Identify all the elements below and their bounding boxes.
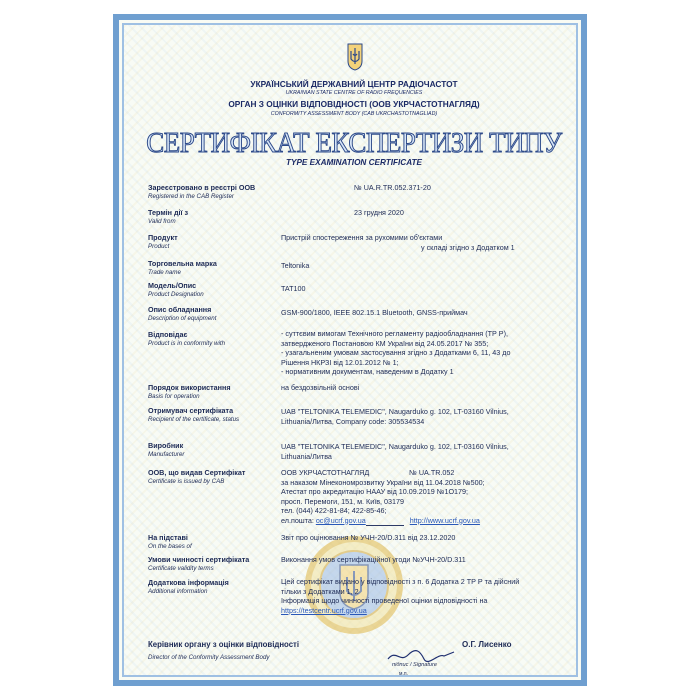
validity-terms-value: Виконання умов сертифікаційної угоди №УЧН-20/D.311 [281,555,466,564]
manufacturer-label: Виробник Manufacturer [148,441,185,458]
trade-name-label: Торговельна марка Trade name [148,259,217,276]
director-label-en: Director of the Conformity Assessment Body [148,654,270,661]
certificate-page [113,14,587,686]
recipient-value: UAB "TELTONIKA TELEMEDIC", Naugarduko g. 102, LT-03160 Vilnius, Lithuania/Литва, Company code: 305534534 [281,407,509,426]
website-link[interactable]: http://www.ucrf.gov.ua [409,515,480,525]
coat-of-arms-icon [347,43,363,71]
issuer-contacts: ел.пошта: oc@ucrf.gov.ua http://www.ucrf.gov.ua [281,515,480,525]
certificate-subtitle: TYPE EXAMINATION CERTIFICATE [285,158,422,167]
valid-from-date: 23 грудня 2020 [354,208,404,217]
org-name-uk: УКРАЇНСЬКИЙ ДЕРЖАВНИЙ ЦЕНТР РАДІОЧАСТОТ [250,79,458,89]
product-value: Пристрій спостереження за рухомими об'єктами у складі згідно з Додатком 1 [281,233,515,252]
conformity-value: - суттєвим вимогам Технічного регламенту радіообладнання (ТР Р), затвердженого Постановою КМ України від 24.05.2017 № 355; - узагальненим умовам застосування згідно з Додатками 6, 11, 43 до Рішення НКРЗІ від 12.01.2012 № 1; - нормативним документам, наведеним в Додатку 1 [281,329,511,376]
manufacturer-value: UAB "TELTONIKA TELEMEDIC", Naugarduko g. 102, LT-03160 Vilnius, Lithuania/Литва [281,442,509,461]
stamp-mark: м.п. [399,671,408,677]
validity-terms-label: Умови чинності сертифіката Certificate validity terms [148,555,250,572]
email-link[interactable]: oc@ucrf.gov.ua [315,515,366,525]
model-label: Модель/Опис Product Designation [148,281,204,298]
trade-name-value: Teltonika [281,261,310,270]
issuer-value: ООВ УКРЧАСТОТНАГЛЯД № UA.TR.052 за наказом Мінекономрозвитку України від 11.04.2018 №500; Атестат про акредитацію НААУ від 10.09.2019 №1O179; просп. Перемоги, 151, м. Київ, 03179 тел. (044) 422-81-84; 422-85-46; ел.пошта: oc@ucrf.gov.ua http://www.ucrf.gov.ua [281,468,573,526]
conformity-label: Відповідає Product is in conformity with [148,330,226,347]
valid-from-label: Термін дії з Valid from [148,208,189,225]
registered-label: Зареєстровано в реєстрі ООВ Registered in the CAB Register [148,183,256,200]
issuer-label: ООВ, що видав Сертифікат Certificate is issued by CAB [148,468,246,485]
basis-value: Звіт про оцінювання № УЧН-20/D.311 від 23.12.2020 [281,533,456,542]
equipment-description-label: Опис обладнання Description of equipment [148,305,217,322]
product-label: Продукт Product [148,233,178,250]
signature-caption: підпис / Signature [392,662,438,668]
cab-name-en: CONFORMITY ASSESSMENT BODY (CAB UKRCHASTOTNAGLIAD) [270,111,438,117]
additional-info-label: Додаткова інформація Additional information [148,578,229,595]
info-link[interactable]: https://testcentr.ucrf.gov.ua [281,605,367,615]
cab-name-uk: ОРГАН З ОЦІНКИ ВІДПОВІДНОСТІ (ООВ УКРЧАСТОТНАГЛЯД) [228,99,480,109]
recipient-label: Отримувач сертифіката Recipient of the certificate, status [148,406,240,423]
certificate-title: СЕРТИФІКАТ ЕКСПЕРТИЗИ ТИПУ [146,127,562,159]
operation-basis-label: Порядок використання Basis for operation [148,383,231,400]
operation-basis-value: на бездозвільній основі [281,383,360,392]
certificate-inner-frame [122,23,578,677]
equipment-description-value: GSM-900/1800, IEEE 802.15.1 Bluetooth, GNSS-приймач [281,308,468,317]
registration-number: № UA.R.TR.052.371-20 [354,183,431,192]
director-name: О.Г. Лисенко [462,640,512,649]
basis-label: На підставі On the bases of [148,533,192,550]
director-label: Керівник органу з оцінки відповідності [148,640,300,649]
org-name-en: UKRAINIAN STATE CENTRE OF RADIO FREQUENCIES [285,90,423,96]
model-value: TAT100 [281,284,306,293]
additional-info-value: Цей сертифікат видано у відповідності з п. 6 Додатка 2 ТР Р та дійсний тільки з Додатками 1, 2 Інформація щодо чинності проведеної оцінки відповідності на https://testcentr.ucrf.gov.ua [281,577,520,615]
